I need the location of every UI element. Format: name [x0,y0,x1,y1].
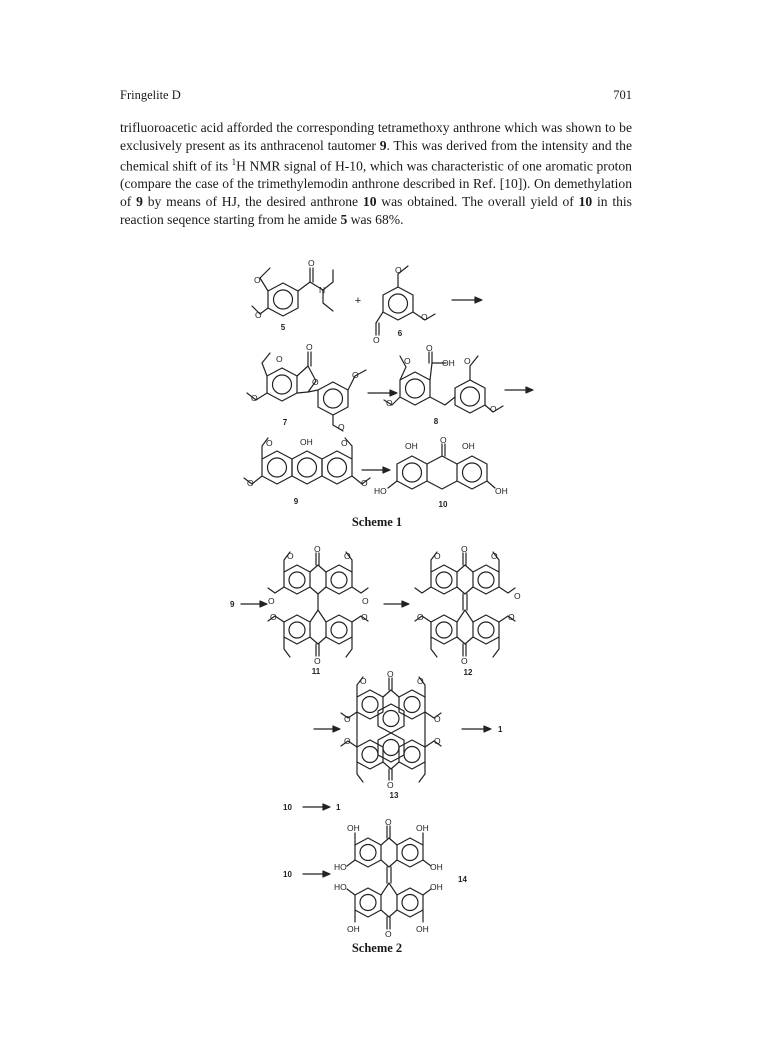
oxygen-atom: O [386,398,393,408]
oxygen-atom: O [254,275,261,285]
oxygen-atom: O [344,551,351,561]
carbonyl-oxygen: O [385,929,392,939]
carbonyl-oxygen: O [314,656,321,666]
compound-label-10: 10 [283,803,292,812]
compound-label-6: 6 [397,329,403,338]
oxygen-atom: O [490,404,497,414]
oxygen-atom: O [514,591,521,601]
oxygen-atom: O [270,612,277,622]
scheme-2-caption: Scheme 2 [351,941,403,955]
hydroxyl-group: HO [374,486,387,496]
scheme-1-caption: Scheme 1 [351,515,403,529]
oxygen-atom: O [341,438,348,448]
reaction-arrow [462,726,491,732]
oxygen-atom: O [338,422,345,432]
carbonyl-oxygen: O [461,656,468,666]
oxygen-atom: O [404,356,411,366]
oxygen-atom: O [268,596,275,606]
oxygen-atom: O [344,714,351,724]
page-number: 701 [613,88,632,102]
oxygen-atom: O [344,736,351,746]
oxygen-atom: O [362,596,369,606]
compound-ref: 10 [578,193,593,209]
carbonyl-oxygen: O [387,669,394,679]
reaction-arrow [303,871,330,877]
product-label-1: 1 [498,725,503,734]
reaction-arrow [241,601,267,607]
oxygen-atom: O [508,612,515,622]
carbonyl-oxygen: O [314,544,321,554]
text-run: by means of HJ, the desired anthrone [142,193,363,209]
oxygen-atom: O [360,676,367,686]
compound-label-5: 5 [280,323,286,332]
running-title: Fringelite D [120,88,181,102]
compound-11-structure [268,552,368,657]
carbonyl-oxygen: O [461,544,468,554]
reaction-arrow [303,804,330,810]
aldehyde-oxygen: O [373,335,380,345]
hydroxyl-group: OH [347,924,360,934]
hydroxyl-group: OH [430,882,443,892]
compound-label-14: 14 [458,875,467,884]
compound-label-12: 12 [463,668,473,677]
carbonyl-oxygen: O [308,258,315,268]
hydroxyl-group: OH [300,437,313,447]
compound-label-10: 10 [438,500,448,509]
oxygen-atom: O [251,393,258,403]
compound-label-10: 10 [283,870,292,879]
ring-oxygen: O [312,377,319,387]
carbonyl-oxygen: O [440,435,447,445]
product-label-1: 1 [336,803,341,812]
oxygen-atom: O [434,736,441,746]
oxygen-atom: O [255,310,262,320]
oxygen-atom: O [434,551,441,561]
text-run: was 68%. [347,211,404,227]
compound-label-13: 13 [389,791,399,800]
oxygen-atom: O [417,612,424,622]
oxygen-atom: O [266,438,273,448]
hydroxyl-group: HO [334,882,347,892]
compound-label-11: 11 [311,667,321,676]
oxygen-atom: O [491,551,498,561]
oxygen-atom: O [287,551,294,561]
hydroxyl-group: OH [416,823,429,833]
hydroxyl-group: OH [347,823,360,833]
hydroxyl-group: OH [495,486,508,496]
compound-ref: 9 [136,193,143,209]
carbonyl-oxygen: O [385,817,392,827]
compound-14-structure [347,826,431,929]
oxygen-atom: O [361,612,368,622]
oxygen-atom: O [361,478,368,488]
compound-label-7: 7 [282,418,288,427]
oxygen-atom: O [352,370,359,380]
compound-ref: 9 [379,137,387,153]
hydroxyl-group: HO [334,862,347,872]
oxygen-atom: O [464,356,471,366]
hydroxyl-group: OH [416,924,429,934]
reaction-arrow [384,601,409,607]
carbonyl-oxygen: O [306,342,313,352]
oxygen-atom: O [276,354,283,364]
compound-13-structure [341,677,441,782]
text-run: in this reaction seqence starting from he amide [120,193,632,227]
text-run: . This was derived from the intensity and the chemical shift of its [120,137,632,174]
hydroxyl-group: OH [430,862,443,872]
hydroxyl-group: OH [405,441,418,451]
compound-ref: 10 [362,193,377,209]
oxygen-atom: O [417,676,424,686]
hydroxyl-group: OH [442,358,455,368]
superscript: 1 [231,157,237,168]
oxygen-atom: O [395,265,402,275]
carbonyl-oxygen: O [426,343,433,353]
nitrogen-atom: N [319,285,326,295]
compound-12-structure [415,552,515,657]
text-run: trifluoroacetic acid afforded the corresponding tetramethoxy anthrone which was shown to be exclusively present as its anthracenol tautomer [120,120,632,153]
compound-label-8: 8 [433,417,439,426]
compound-label-9: 9 [230,600,235,609]
oxygen-atom: O [421,312,428,322]
text-run: was obtained. The overall yield of [376,193,579,209]
text-run: H NMR signal of H-10, which was characteristic of one aromatic proton (compare the case of the trimethylemodin anthrone described in Ref. [10]). On demethylation of [120,158,632,209]
compound-ref: 5 [340,211,348,227]
compound-label-9: 9 [293,497,299,506]
hydroxyl-group: OH [462,441,475,451]
carbonyl-oxygen: O [387,780,394,790]
reaction-arrow [314,726,340,732]
plus-sign: + [354,295,362,307]
oxygen-atom: O [434,714,441,724]
oxygen-atom: O [247,478,254,488]
